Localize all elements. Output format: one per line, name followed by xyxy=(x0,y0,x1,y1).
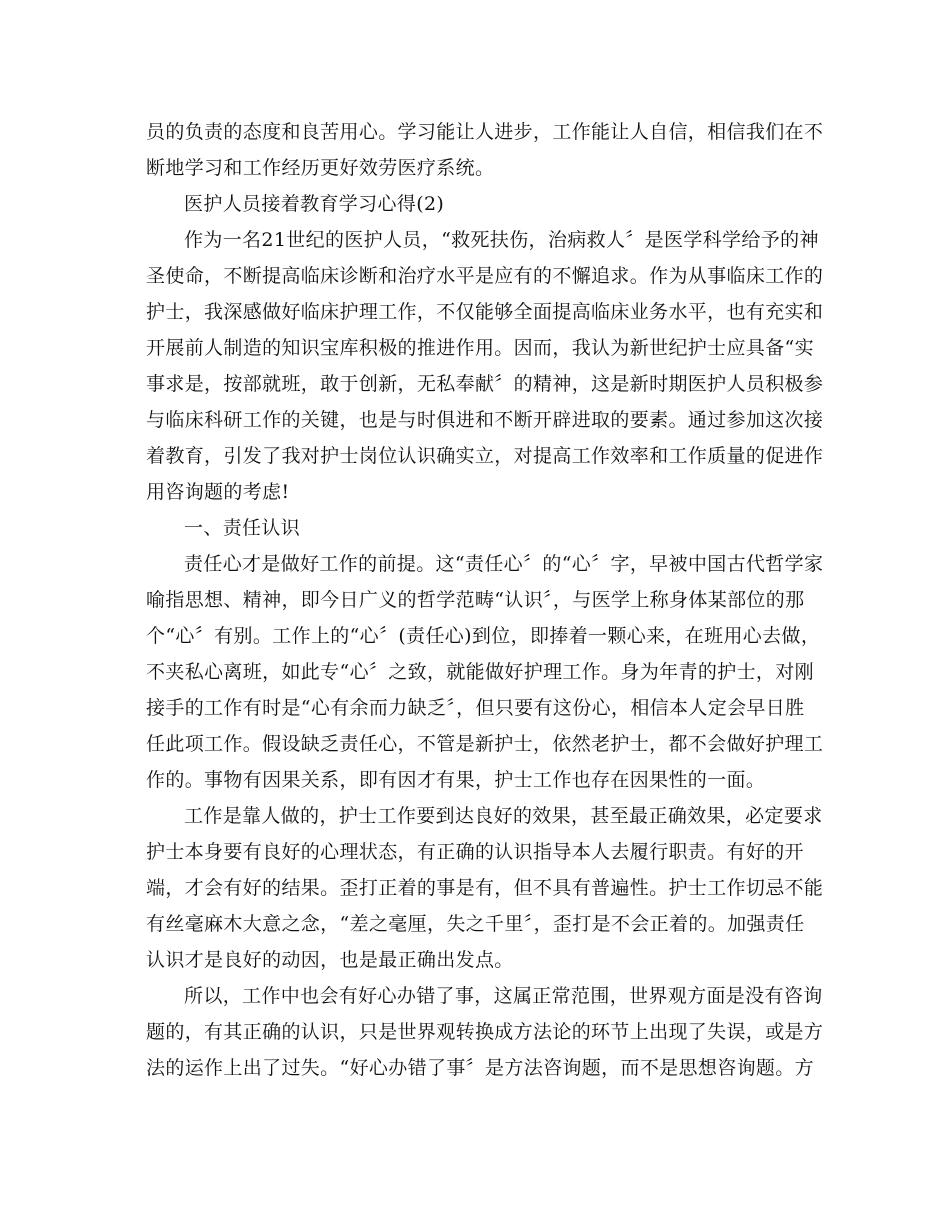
text-line: 用咨询题的考虑! xyxy=(146,481,290,503)
text-line: 着教育，引发了我对护士岗位认识确实立，对提高工作效率和工作质量的促进作 xyxy=(146,445,824,467)
subsection-heading: 一、责任认识 xyxy=(184,517,301,539)
text-line: 事求是，按部就班，敢于创新，无私奉献〞的精神，这是新时期医护人员积极参 xyxy=(146,373,824,395)
text-line: 题的，有其正确的认识，只是世界观转换成方法论的环节上出现了失误，或是方 xyxy=(146,1021,824,1043)
text-line: 所以，工作中也会有好心办错了事，这属正常范围，世界观方面是没有咨询 xyxy=(184,985,823,1007)
document-body xyxy=(146,114,824,1086)
text-line: 护士，我深感做好临床护理工作，不仅能够全面提高临床业务水平，也有充实和 xyxy=(146,301,824,323)
text-line: 喻指思想、精神，即今日广义的哲学范畴“认识〞，与医学上称身体某部位的那 xyxy=(146,589,805,611)
text-line: 与临床科研工作的关键，也是与时俱进和不断开辟进取的要素。通过参加这次接 xyxy=(146,409,824,431)
text-line: 护士本身要有良好的心理状态，有正确的认识指导本人去履行职责。有好的开 xyxy=(146,841,804,863)
text-line: 认识才是良好的动因，也是最正确出发点。 xyxy=(146,949,514,971)
text-line: 员的负责的态度和良苦用心。学习能让人进步，工作能让人自信，相信我们在不 xyxy=(146,121,824,143)
text-line: 法的运作上出了过失。“好心办错了事〞是方法咨询题，而不是思想咨询题。方 xyxy=(146,1057,814,1079)
text-line: 有丝毫麻木大意之念，“差之毫厘，失之千里〞，歪打是不会正着的。加强责任 xyxy=(146,913,805,935)
text-line: 工作是靠人做的，护士工作要到达良好的效果，甚至最正确效果，必定要求 xyxy=(184,805,823,827)
text-line: 作的。事物有因果关系，即有因才有果，护士工作也存在因果性的一面。 xyxy=(146,769,766,791)
text-line: 端，才会有好的结果。歪打正着的事是有，但不具有普遍性。护士工作切忌不能 xyxy=(146,877,824,899)
text-line: 不夹私心离班，如此专“心〞之致，就能做好护理工作。身为年青的护士，对刚 xyxy=(146,661,814,683)
text-line: 断地学习和工作经历更好效劳医疗系统。 xyxy=(146,157,495,179)
section-title: 医护人员接着教育学习心得(2) xyxy=(184,193,445,215)
text-line: 开展前人制造的知识宝库积极的推进作用。因而，我认为新世纪护士应具备“实 xyxy=(146,337,814,359)
text-line: 责任心才是做好工作的前提。这“责任心〞的“心〞字，早被中国古代哲学家 xyxy=(184,553,824,575)
text-line: 个“心〞有别。工作上的“心〞(责任心)到位，即捧着一颗心来，在班用心去做， xyxy=(146,625,821,647)
text-line: 作为一名21世纪的医护人员，“救死扶伤，治病救人〞是医学科学给予的神 xyxy=(184,229,819,251)
text-line: 圣使命，不断提高临床诊断和治疗水平是应有的不懈追求。作为从事临床工作的 xyxy=(146,265,824,287)
text-line: 任此项工作。假设缺乏责任心，不管是新护士，依然老护士，都不会做好护理工 xyxy=(146,733,824,755)
text-line: 接手的工作有时是“心有余而力缺乏〞，但只要有这份心，相信本人定会早日胜 xyxy=(146,697,805,719)
